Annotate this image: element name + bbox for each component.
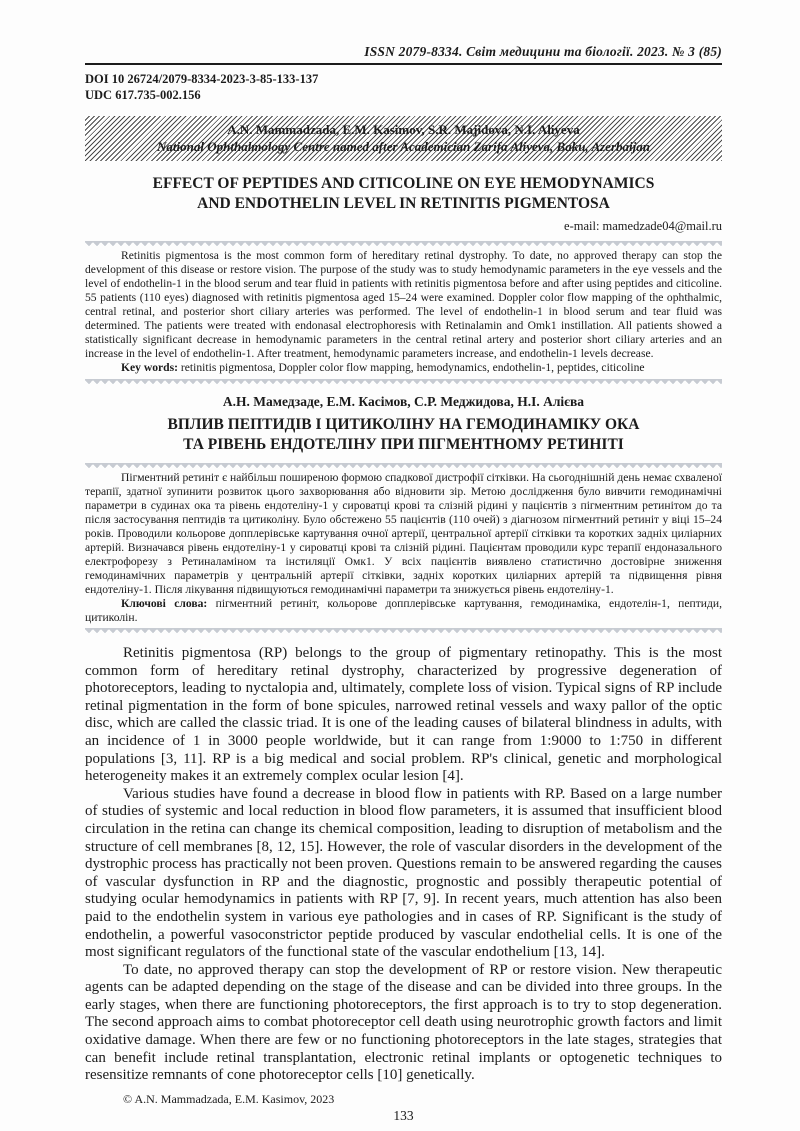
body-paragraph: Various studies have found a decrease in blood flow in patients with RP. Based on a large number of studies of systemic and local reduction in blood flow parameters, it is assumed that insufficient blood circulation in the retina can change its chemical composition, leading to disruption of metabolism and the structure of cell membranes [8, 12, 15]. However, the role of vascular disorders in the development of the dystrophic process has practically not been proven. Questions remain to be answered regarding the causes of vascular dysfunction in RP and the diagnostic, prognostic and possibly therapeutic potential of studying ocular hemodynamics in patients with RP [7, 9]. In recent years, much attention has also been paid to the endothelin system in various eye pathologies and in cases of RP. Significant is the study of endothelin, a powerful vasoconstrictor peptide produced by vascular endothelial cells. It is one of the most significant regulators of the functional state of the vascular endothelium [13, 14]. xyxy=(85,785,722,961)
article-title-en-line1: EFFECT OF PEPTIDES AND CITICOLINE ON EYE HEMODYNAMICS xyxy=(152,175,655,192)
keywords-uk-label: Ключові слова: xyxy=(121,597,208,610)
udc-line: UDC 617.735-002.156 xyxy=(85,88,201,102)
keywords-en xyxy=(85,361,722,375)
zigzag-divider xyxy=(85,379,722,384)
keywords-uk-text: пігментний ретиніт, кольорове допплерівське картування, гемодинаміка, ендотелін-1, пептиди, цитиколін. xyxy=(85,597,723,624)
body-paragraph: To date, no approved therapy can stop the development of RP or restore vision. New therapeutic agents can be adapted depending on the stage of the disease and can be divided into three groups. In the early stages, when there are functioning photoreceptors, the first approach is to try to stop degeneration. The second approach aims to combat photoreceptor cell death using neurotrophic growth factors and limit oxidative damage. When there are few or no functioning photoreceptors in the late stages, strategies that can benefit include retinal transplantation, electronic retinal implants or optogenetic techniques to resensitize remnants of cone photoreceptor cells [10] genetically. xyxy=(85,961,722,1084)
authors-line: A.N. Mammadzada, E.M. Kasimov, S.R. Majidova, N.I. Aliyeva xyxy=(227,122,580,137)
keywords-en-label: Key words: xyxy=(121,361,178,374)
abstract-uk xyxy=(85,471,722,625)
header-rule xyxy=(85,63,722,65)
email-line: e-mail: mamedzade04@mail.ru xyxy=(564,219,722,233)
authors-banner xyxy=(85,116,722,161)
abstract-en xyxy=(85,249,722,375)
article-title-en xyxy=(85,174,722,214)
journal-issn-header: ISSN 2079-8334. Світ медицини та біології. 2023. № 3 (85) xyxy=(364,44,722,59)
affiliation-line: National Ophthalmology Centre named after Academician Zarifa Aliyeva, Baku, Azerbaijan xyxy=(157,139,650,154)
footer-copyright: © A.N. Mammadzada, E.M. Kasimov, 2023 xyxy=(123,1091,335,1106)
article-title-uk-line1: ВПЛИВ ПЕПТИДІВ І ЦИТИКОЛІНУ НА ГЕМОДИНАМІКУ ОКА xyxy=(167,416,640,433)
article-title-uk-line2: ТА РІВЕНЬ ЕНДОТЕЛІНУ ПРИ ПІГМЕНТНОМУ РЕТИНІТІ xyxy=(183,436,624,453)
body-paragraph: Retinitis pigmentosa (RP) belongs to the group of pigmentary retinopathy. This is the most common form of hereditary retinal dystrophy, characterized by progressive degeneration of photoreceptors, leading to nyctalopia and, ultimately, complete loss of vision. Typical signs of RP include retinal pigmentation in the form of bone spicules, narrowed retinal vessels and waxy pallor of the optic disc, which are called the classic triad. It is one of the leading causes of bilateral blindness in adults, with an incidence of 1 in 3000 people worldwide, but it can range from 1:9000 to 1:750 in different populations [3, 11]. RP is a big medical and social problem. RP's clinical, genetic and morphological heterogeneity makes it an extremely complex ocular lesion [4]. xyxy=(85,645,722,785)
abstract-en-text: Retinitis pigmentosa is the most common form of hereditary retinal dystrophy. To date, no approved therapy can stop the development of this disease or restore vision. The purpose of the study was to study hemodynamic parameters in the eye vessels and the level of endothelin-1 in the blood serum and tear fluid in patients with retinitis pigmentosa before and after using peptides and citicoline. 55 patients (110 eyes) diagnosed with retinitis pigmentosa aged 15–24 were examined. Doppler color flow mapping of the ophthalmic, central retinal, and posterior short ciliary arteries was performed. The level of endothelin-1 in blood serum and tear fluid was determined. The patients were treated with endonasal electrophoresis with Retinalamin and Omk1 instillation. All patients showed a statistically significant decrease in hemodynamic parameters in the central retinal artery and posterior short ciliary arteries and an increase in the level of endothelin-1. After treatment, hemodynamic parameters increase, and endothelin-1 levels decrease. xyxy=(85,249,722,360)
zigzag-divider xyxy=(85,463,722,468)
authors-uk-line: А.Н. Мамедзаде, Е.М. Касімов, С.Р. Меджидова, Н.І. Алієва xyxy=(222,394,585,409)
zigzag-divider xyxy=(85,628,722,633)
keywords-en-text: retinitis pigmentosa, Doppler color flow mapping, hemodynamics, endothelin-1, peptides, citicoline xyxy=(180,361,645,374)
article-title-en-line2: AND ENDOTHELIN LEVEL IN RETINITIS PIGMENTOSA xyxy=(197,195,610,212)
keywords-uk xyxy=(85,597,722,625)
abstract-uk-text: Пігментний ретиніт є найбільш поширеною формою спадкової дистрофії сітківки. На сьогоднішній день немає схваленої терапії, здатної зупинити розвиток цього захворювання або відновити зір. Метою дослідження було вивчити гемодинамічні параметри в судинах ока та рівень ендотеліну-1 у сироватці крові та слізній рідині у пацієнтів з пігментним ретинітом до та після застосування пептидів та цитиколіну. Було обстежено 55 пацієнтів (110 очей) з діагнозом пігментний ретиніт у віці 15–24 років. Проводили кольорове допплерівське картування очної артерії, центральної артерії сітківки та коротких задніх циліарних артерій. Визначався рівень ендотеліну-1 у сироватці крові та слізній рідині. Пацієнтам проводили курс терапії ендоназального електрофорезу з Ретиналаміном та інстиляції Омк1. У всіх пацієнтів виявлено статистично достовірне зниження гемодинамічних параметрів у центральній артерії сітківки, задніх коротких циліарних артерій та підвищення рівня ендотеліну-1. Після лікування підвищуються гемодинамічні параметри та знижується рівень ендотеліну-1. xyxy=(85,471,722,596)
article-title-uk xyxy=(85,415,722,455)
zigzag-divider xyxy=(85,241,722,246)
article-body xyxy=(85,645,722,1085)
doi-line: DOI 10 26724/2079-8334-2023-3-85-133-137 xyxy=(85,72,319,86)
page-number: 133 xyxy=(393,1107,414,1123)
